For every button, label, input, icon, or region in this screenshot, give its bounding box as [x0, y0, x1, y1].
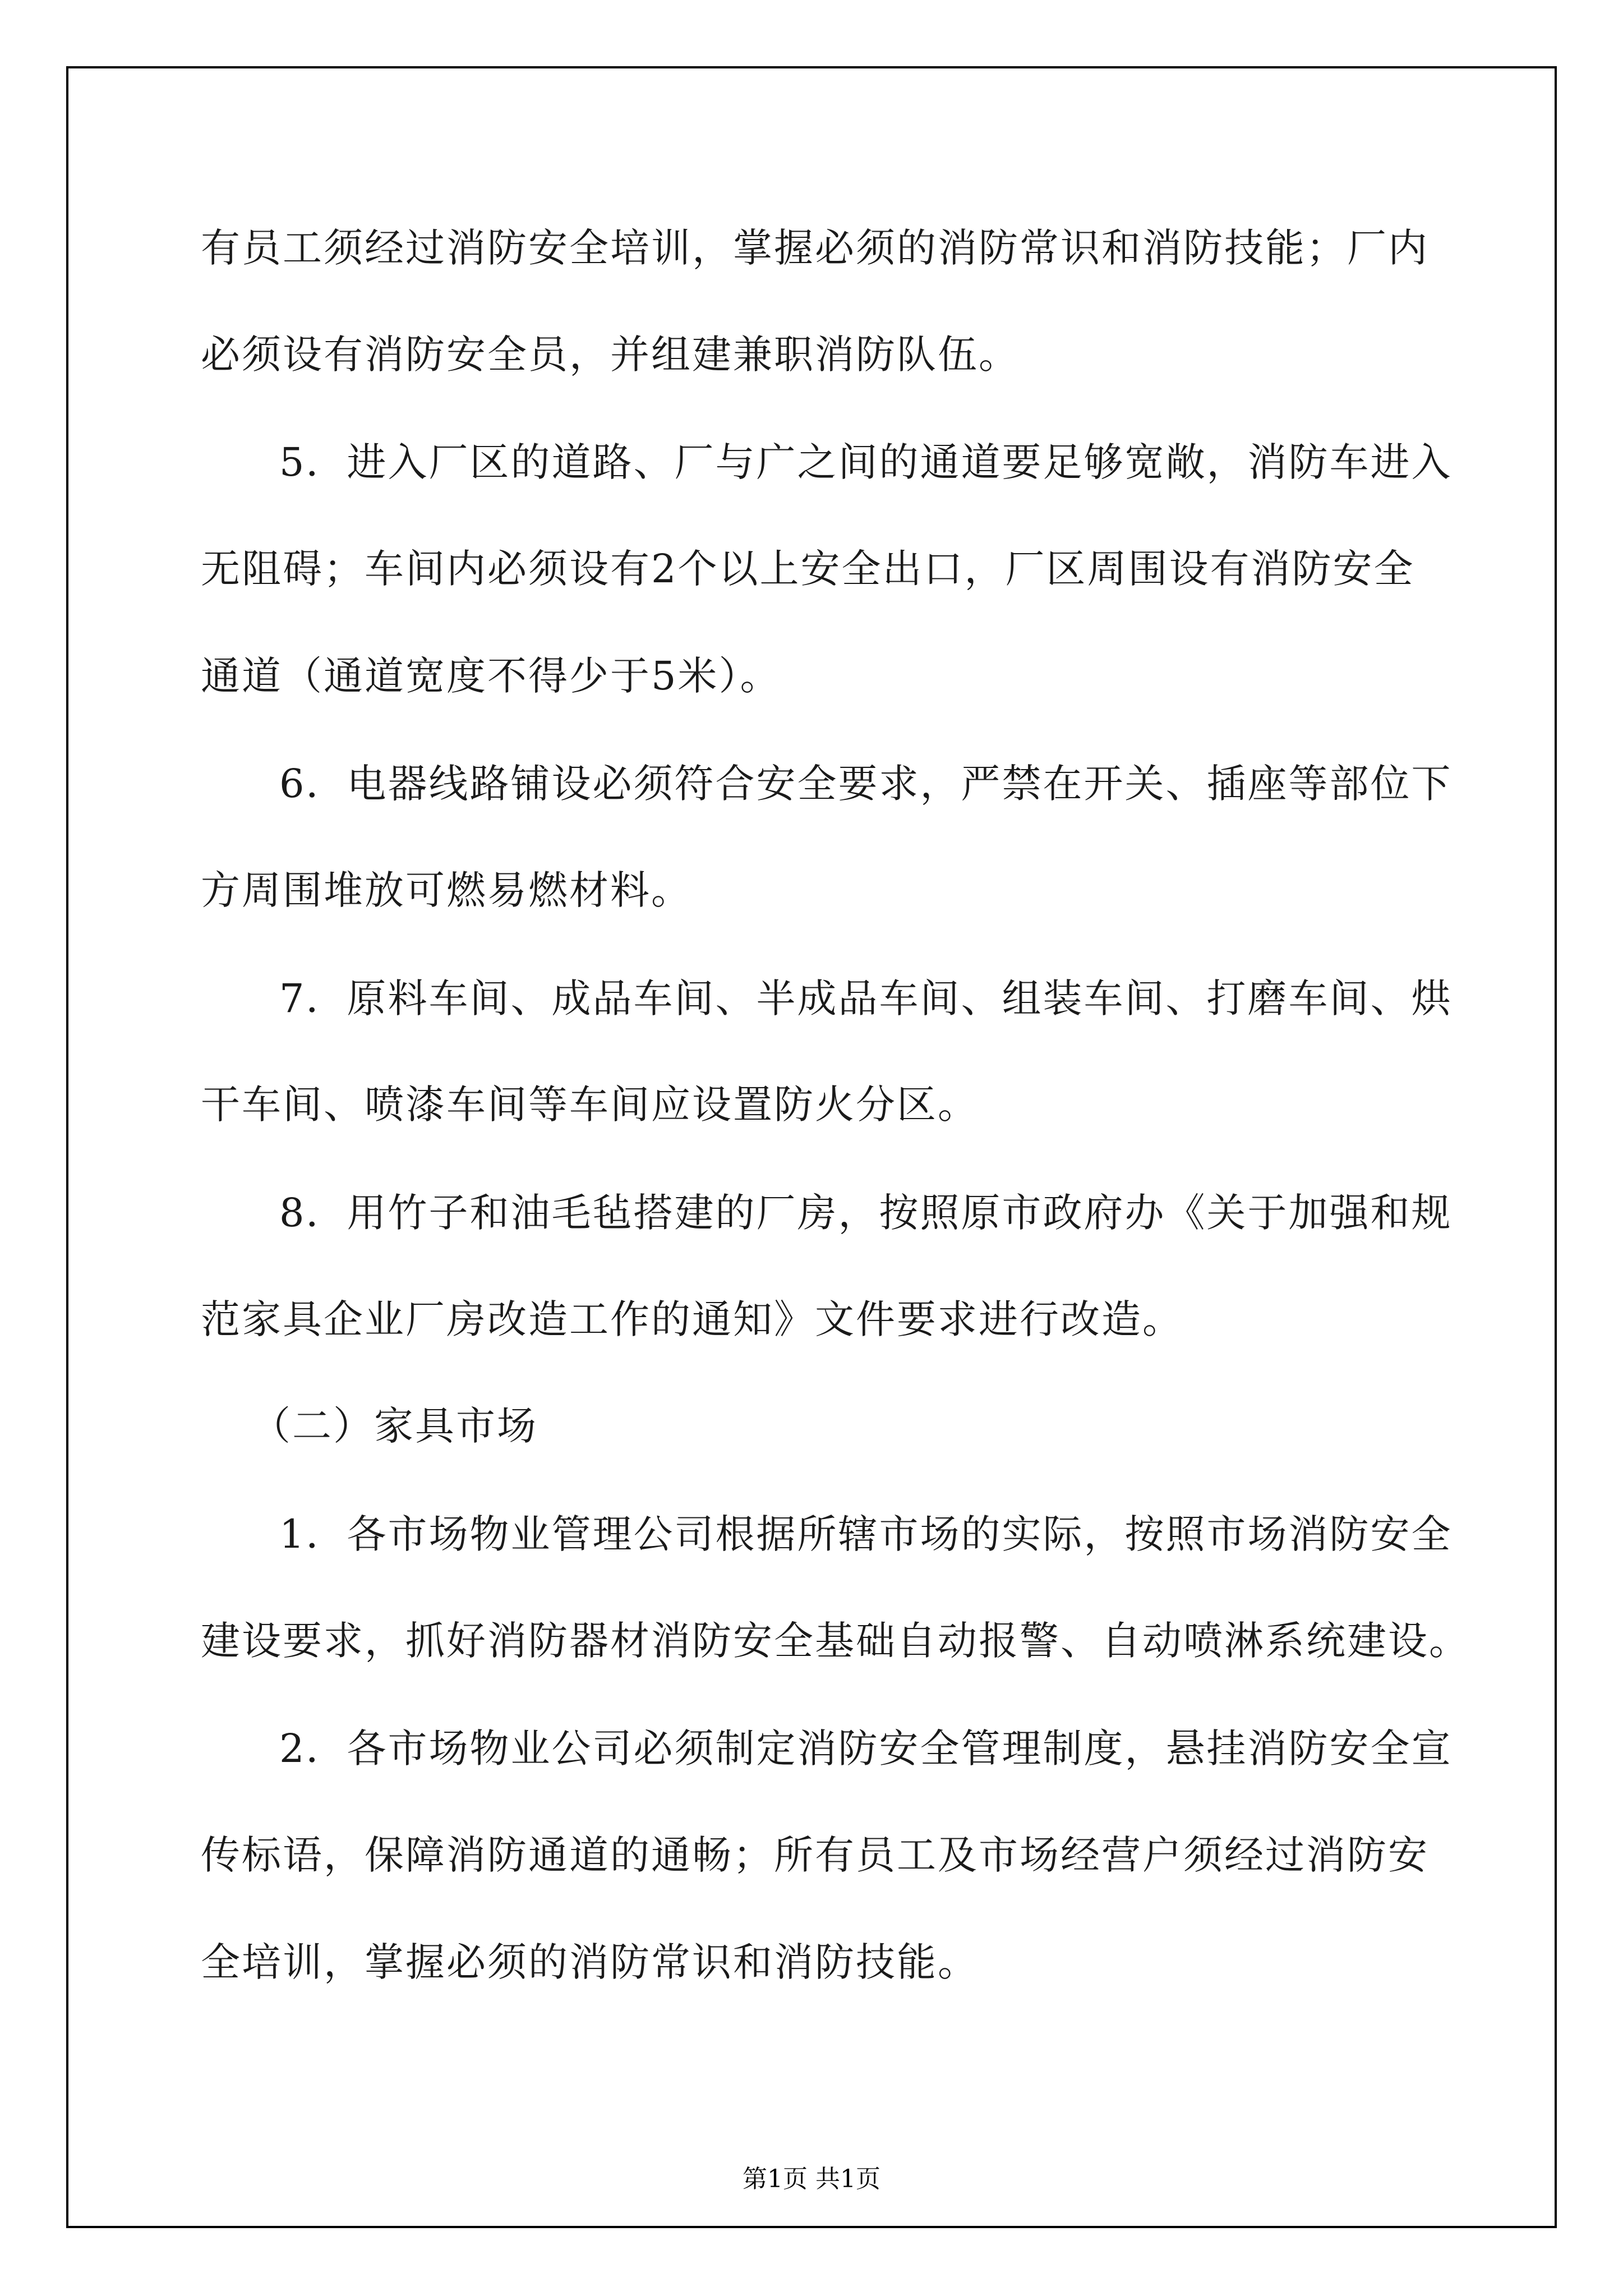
page-border	[66, 66, 1557, 2228]
item-8-line: 8．用竹子和油毛毡搭建的厂房，按照原市政府办《关于加强和规	[279, 1190, 1453, 1236]
text-line: 通道（通道宽度不得少于5米）。	[201, 653, 781, 699]
text-line: 方周围堆放可燃易燃材料。	[201, 867, 692, 913]
text-line: 全培训，掌握必须的消防常识和消防技能。	[201, 1939, 979, 1985]
market-item-1-line: 1．各市场物业管理公司根据所辖市场的实际，按照市场消防安全	[279, 1511, 1453, 1557]
text-line: 传标语，保障消防通道的通畅；所有员工及市场经营户须经过消防安	[201, 1832, 1429, 1878]
item-5-line: 5．进入厂区的道路、厂与广之间的通道要足够宽敞，消防车进入	[279, 439, 1453, 485]
text-line: 无阻碍；车间内必须设有2个以上安全出口，厂区周围设有消防安全	[201, 546, 1415, 592]
item-7-line: 7．原料车间、成品车间、半成品车间、组装车间、打磨车间、烘	[279, 976, 1453, 1022]
market-item-2-line: 2．各市场物业公司必须制定消防安全管理制度，悬挂消防安全宣	[279, 1726, 1453, 1772]
text-line: 有员工须经过消防安全培训，掌握必须的消防常识和消防技能；厂内	[201, 225, 1429, 271]
section-heading: （二）家具市场	[251, 1403, 538, 1449]
text-line: 干车间、喷漆车间等车间应设置防火分区。	[201, 1082, 979, 1128]
page-number: 第1页 共1页	[743, 2165, 880, 2193]
text-line: 范家具企业厂房改造工作的通知》文件要求进行改造。	[201, 1296, 1183, 1342]
text-line: 建设要求，抓好消防器材消防安全基础自动报警、自动喷淋系统建设。	[201, 1618, 1470, 1664]
text-line: 必须设有消防安全员，并组建兼职消防队伍。	[201, 332, 1020, 378]
item-6-line: 6．电器线路铺设必须符合安全要求，严禁在开关、插座等部位下	[279, 761, 1453, 807]
